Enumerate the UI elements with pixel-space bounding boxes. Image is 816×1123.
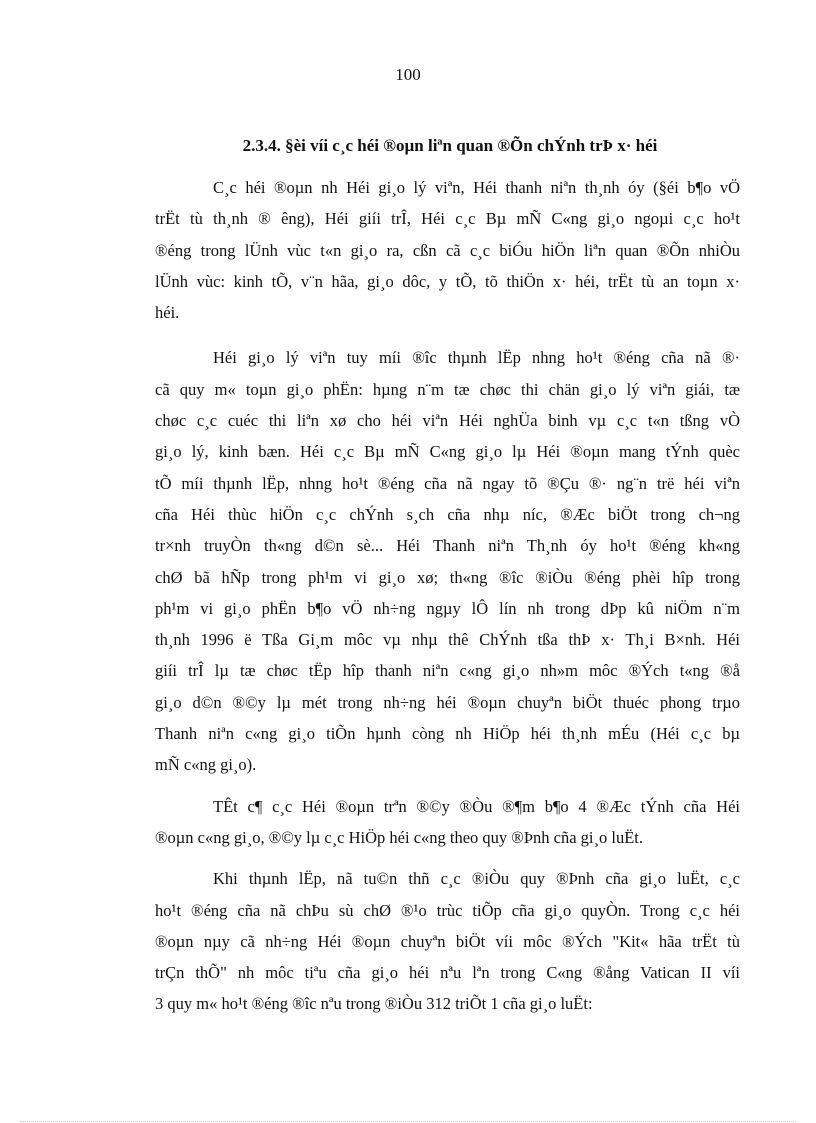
- text-line: Thanh niªn c«ng gi¸o tiÕn hµnh còng nh HiÖp héi th¸nh mÉu (Héi c¸c bµ: [155, 724, 740, 744]
- text-line: Khi thµnh lËp, nã tu©n thñ c¸c ®iÒu quy ®Þnh cña gi¸o luËt, c¸c: [213, 869, 740, 889]
- text-line: héi.: [155, 303, 180, 323]
- text-line: ®éng trong lÜnh vùc t«n gi¸o ra, cßn cã c¸c biÓu hiÖn liªn quan ®Õn nhiÒu: [155, 240, 740, 260]
- text-line: ph¹m vi gi¸o phËn b¶o vÖ nh÷ng ngµy lÔ lín nh trong dÞp kû niÖm n¨m: [155, 598, 740, 618]
- text-line: gi¸o lý, kinh bæn. Héi c¸c Bµ mÑ C«ng gi¸o lµ Héi ®oµn mang tÝnh quèc: [155, 442, 740, 462]
- text-line: giíi trÎ lµ tæ chøc tËp hîp thanh niªn c«ng gi¸o nh»m môc ®Ých t«ng ®å: [155, 661, 740, 681]
- paragraph: [155, 791, 740, 854]
- text-line: Héi gi¸o lý viªn tuy míi ®îc thµnh lËp nhng ho¹t ®éng cña nã ®·: [213, 348, 740, 368]
- text-line: ho¹t ®éng cña nã chÞu sù chØ ®¹o trùc tiÕp cña gi¸o quyÒn. Trong c¸c héi: [155, 900, 740, 920]
- page-bottom-rule: [20, 1121, 796, 1122]
- text-line: TÊt c¶ c¸c Héi ®oµn trªn ®©y ®Òu ®¶m b¶o 4 ®Æc tÝnh cña Héi: [213, 796, 740, 816]
- text-line: mÑ c«ng gi¸o).: [155, 755, 257, 775]
- text-line: cã quy m« toµn gi¸o phËn: hµng n¨m tæ chøc thi chän gi¸o lý viªn giái, tæ: [155, 379, 740, 399]
- paragraph: [155, 342, 740, 780]
- text-line: trËt tù th¸nh ® êng), Héi giíi trÎ, Héi c¸c Bµ mÑ C«ng gi¸o ngoµi c¸c ho¹t: [155, 209, 740, 229]
- text-line: chøc c¸c cuéc thi liªn xø cho héi viªn Héi nghÜa binh vµ c¸c t«n tßng vÒ: [155, 411, 740, 431]
- text-line: chØ bã hÑp trong ph¹m vi gi¸o xø; th«ng ®îc ®iÒu ®éng phèi hîp trong: [155, 567, 740, 587]
- paragraph: [155, 172, 740, 328]
- text-line: gi¸o d©n ®©y lµ mét trong nh÷ng héi ®oµn chuyªn biÖt thuéc phong trµo: [155, 692, 740, 712]
- text-line: ®oµn c«ng gi¸o, ®©y lµ c¸c HiÖp héi c«ng theo quy ®Þnh cña gi¸o luËt.: [155, 827, 643, 847]
- page-number: 100: [395, 65, 421, 84]
- text-line: trÇn thÕ" nh môc tiªu cña gi¸o héi nªu lªn trong C«ng ®ång Vatican II víi: [155, 963, 740, 983]
- text-line: ®oµn nµy cã nh÷ng Héi ®oµn chuyªn biÖt víi môc ®Ých "Kit« hãa trËt tù: [155, 931, 740, 951]
- text-line: tr×nh truyÒn th«ng d©n sè... Héi Thanh niªn Th¸nh óy ho¹t ®éng kh«ng: [155, 536, 740, 556]
- text-line: th¸nh 1996 ë Tßa Gi¸m môc vµ nhµ thê ChÝnh tßa thÞ x· Th¸i B×nh. Héi: [155, 630, 740, 650]
- text-line: 3 quy m« ho¹t ®éng ®îc nªu trong ®iÒu 312 triÕt 1 cña gi¸o luËt:: [155, 994, 593, 1014]
- body-text: [155, 172, 740, 1020]
- paragraph: [155, 863, 740, 1019]
- section-heading: 2.3.4. §èi víi c¸c héi ®oµn liªn quan ®Õn chÝnh trÞ x· héi: [242, 136, 658, 155]
- text-line: lÜnh vùc: kinh tÕ, v¨n hãa, gi¸o dôc, y tÕ, tõ thiÖn x· héi, trËt tù an toµn x·: [155, 271, 740, 291]
- text-line: C¸c héi ®oµn nh Héi gi¸o lý viªn, Héi thanh niªn th¸nh óy (§éi b¶o vÖ: [213, 178, 740, 197]
- text-line: tÕ míi thµnh lËp, nhng ho¹t ®éng cña nã ngay tõ ®Çu ®· ng¨n trë héi viªn: [155, 473, 740, 493]
- text-line: cña Héi thùc hiÖn c¸c chÝnh s¸ch cña nhµ níc, ®Æc biÖt trong ch¬ng: [155, 504, 740, 524]
